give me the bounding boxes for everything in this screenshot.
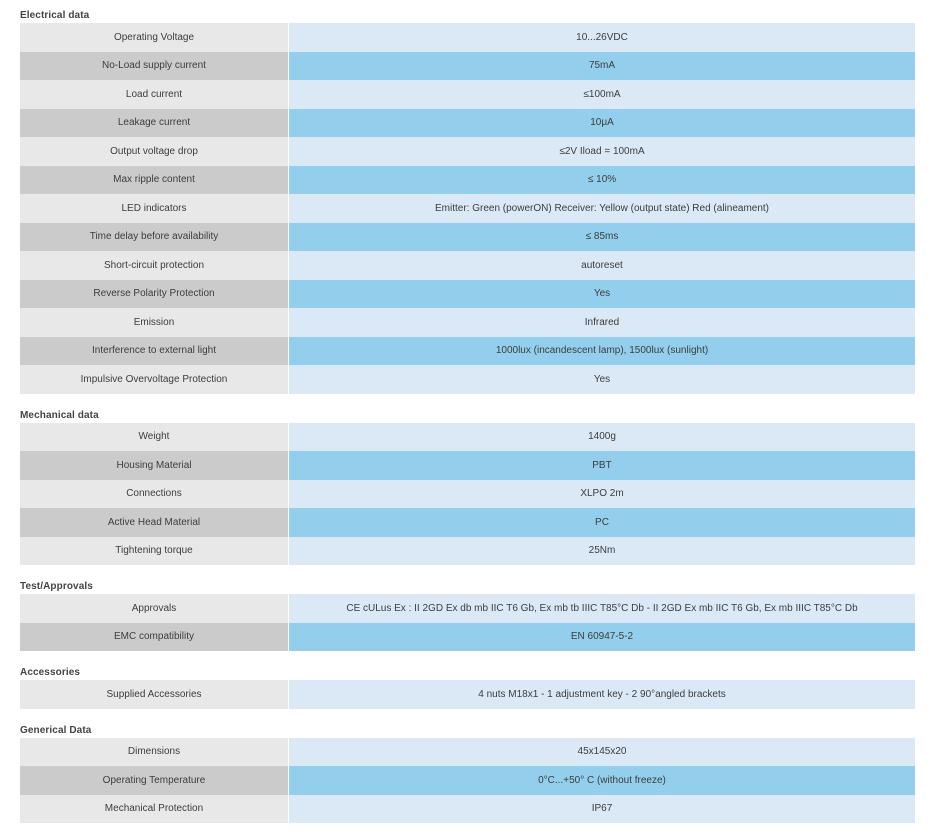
table-row — [20, 537, 915, 566]
row-value: 25Nm — [289, 537, 916, 566]
row-label: Operating Voltage — [20, 23, 289, 52]
row-value: ≤100mA — [289, 80, 916, 109]
row-value: ≤2V Iload = 100mA — [289, 137, 916, 166]
row-value: Infrared — [289, 308, 916, 337]
row-value: IP67 — [289, 795, 916, 824]
table-row — [20, 137, 915, 166]
table-row — [20, 451, 915, 480]
section-title-accessories: Accessories — [20, 667, 81, 678]
row-label: Impulsive Overvoltage Protection — [20, 365, 289, 394]
section-title-generical: Generical Data — [20, 724, 92, 736]
row-label: Interference to external light — [20, 337, 289, 366]
row-value: Emitter: Green (powerON) Receiver: Yellow (output state) Red (alineament) — [289, 194, 916, 223]
row-value: EN 60947-5-2 — [289, 623, 916, 652]
row-label: Approvals — [20, 594, 289, 623]
section-title-electrical: Electrical data — [20, 10, 90, 21]
row-value: 1400g — [289, 423, 916, 452]
row-label: Load current — [20, 80, 289, 109]
row-value: 1000lux (incandescent lamp), 1500lux (sunlight) — [289, 337, 916, 366]
table-row — [20, 166, 915, 195]
row-value: PBT — [289, 451, 916, 480]
row-value: PC — [289, 508, 916, 537]
row-value: 4 nuts M18x1 - 1 adjustment key - 2 90°angled brackets — [289, 680, 916, 709]
row-label: Weight — [20, 423, 289, 452]
table-row — [20, 280, 915, 309]
table-row — [20, 795, 915, 824]
row-label: Time delay before availability — [20, 223, 289, 252]
table-row — [20, 109, 915, 138]
row-value: ≤ 85ms — [289, 223, 916, 252]
table-row — [20, 308, 915, 337]
table-row — [20, 337, 915, 366]
table-row — [20, 508, 915, 537]
mechanical-table — [20, 423, 915, 566]
row-label: Reverse Polarity Protection — [20, 280, 289, 309]
row-label: Dimensions — [20, 738, 289, 767]
table-row — [20, 23, 915, 52]
electrical-table — [20, 23, 915, 394]
row-label: Emission — [20, 308, 289, 337]
row-value: 45x145x20 — [289, 738, 916, 767]
row-label: Short-circuit protection — [20, 251, 289, 280]
row-value: XLPO 2m — [289, 480, 916, 509]
row-label: EMC compatibility — [20, 623, 289, 652]
generical-table — [20, 738, 915, 824]
row-value: ≤ 10% — [289, 166, 916, 195]
table-row — [20, 594, 915, 623]
row-label: Leakage current — [20, 109, 289, 138]
table-row — [20, 52, 915, 81]
accessories-table — [20, 680, 915, 709]
row-value: 75mA — [289, 52, 916, 81]
row-value: CE cULus Ex : II 2GD Ex db mb IIC T6 Gb, Ex mb tb IIIC T85°C Db - II 2GD Ex mb IIC T6 Gb, Ex mb IIIC T85°C Db — [289, 594, 916, 623]
row-value: Yes — [289, 365, 916, 394]
table-row — [20, 251, 915, 280]
row-label: Housing Material — [20, 451, 289, 480]
row-label: Supplied Accessories — [20, 680, 289, 709]
row-label: Max ripple content — [20, 166, 289, 195]
row-label: Output voltage drop — [20, 137, 289, 166]
row-label: Operating Temperature — [20, 766, 289, 795]
row-label: LED indicators — [20, 194, 289, 223]
table-row — [20, 480, 915, 509]
table-row — [20, 623, 915, 652]
row-label: Active Head Material — [20, 508, 289, 537]
table-row — [20, 365, 915, 394]
row-value: 10...26VDC — [289, 23, 916, 52]
row-value: Yes — [289, 280, 916, 309]
approvals-table — [20, 594, 915, 651]
row-value: 10μA — [289, 109, 916, 138]
row-label: Mechanical Protection — [20, 795, 289, 824]
row-label: No-Load supply current — [20, 52, 289, 81]
row-value: autoreset — [289, 251, 916, 280]
section-title-approvals: Test/Approvals — [20, 581, 93, 592]
row-label: Tightening torque — [20, 537, 289, 566]
section-title-mechanical: Mechanical data — [20, 409, 99, 421]
table-row — [20, 194, 915, 223]
table-row — [20, 738, 915, 767]
table-row — [20, 423, 915, 452]
row-label: Connections — [20, 480, 289, 509]
table-row — [20, 680, 915, 709]
table-row — [20, 223, 915, 252]
table-row — [20, 766, 915, 795]
table-row — [20, 80, 915, 109]
row-value: 0°C...+50° C (without freeze) — [289, 766, 916, 795]
